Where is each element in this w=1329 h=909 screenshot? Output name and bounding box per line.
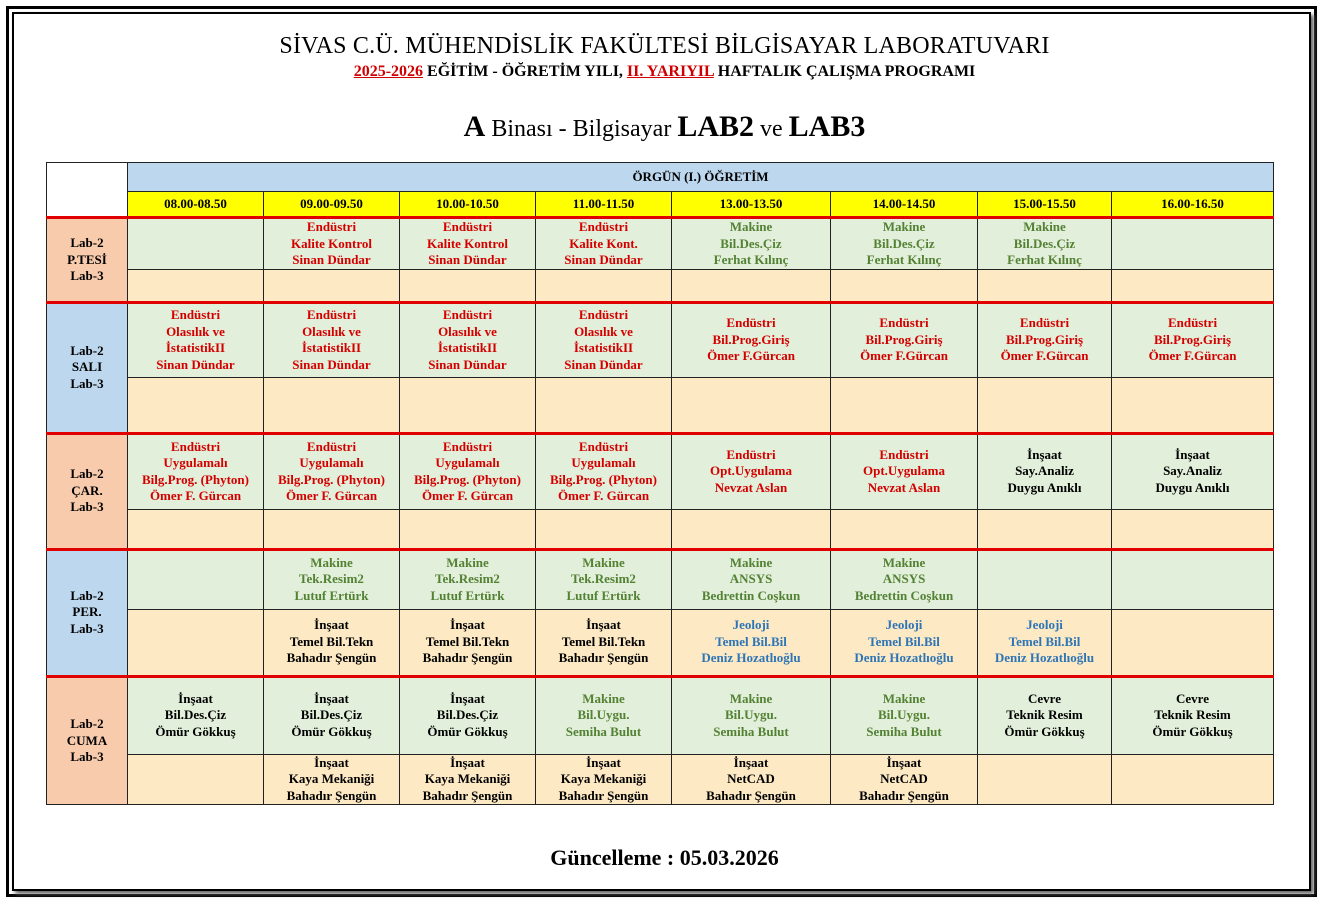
- course-line: Endüstri: [578, 307, 629, 322]
- lab-label: Lab-3: [70, 375, 104, 391]
- course-line: Sinan Dündar: [292, 252, 371, 267]
- term-suffix: HAFTALIK ÇALIŞMA PROGRAMI: [713, 63, 976, 80]
- course-line: Ömür Gökkuş: [427, 723, 508, 739]
- schedule-cell: [264, 269, 400, 302]
- course-line: Ömer F.Gürcan: [707, 348, 795, 364]
- course-line: Bahadır Şengün: [558, 787, 649, 803]
- schedule-cell: [978, 269, 1112, 302]
- schedule-cell: [831, 509, 978, 549]
- course-line: Uygulamalı: [163, 455, 228, 470]
- schedule-cell: [831, 302, 978, 377]
- building-mid: Binası - Bilgisayar: [485, 116, 678, 142]
- time-slot: 13.00-13.50: [672, 192, 831, 218]
- course-line: Semiha Bulut: [866, 723, 942, 739]
- update-date: Güncelleme : 05.03.2026: [550, 845, 779, 870]
- lab-label: Lab-3: [70, 499, 104, 515]
- schedule-cell: [128, 433, 264, 509]
- course-line: Endüstri: [306, 438, 357, 454]
- course-line: Tek.Resim2: [299, 571, 364, 587]
- schedule-cell: [978, 549, 1112, 609]
- schedule-cell: [672, 754, 831, 805]
- course-line: Bilg.Prog. (Phyton): [277, 471, 385, 487]
- course-line: Olasılık ve: [166, 323, 225, 339]
- course-line: Temel Bil.Tekn: [425, 633, 510, 649]
- schedule-cell: [536, 302, 672, 377]
- course-line: Endüstri: [726, 446, 776, 462]
- schedule-cell: [264, 302, 400, 377]
- schedule-cell: [400, 509, 536, 549]
- course-line: İnşaat: [314, 690, 349, 706]
- day-header: [47, 302, 128, 433]
- course-line: Ferhat Kılınç: [713, 252, 789, 267]
- schedule-cell: [672, 509, 831, 549]
- course-line: Makine: [310, 554, 353, 570]
- schedule-cell: [264, 377, 400, 433]
- schedule-cell: [128, 269, 264, 302]
- schedule-row: [47, 609, 1274, 676]
- lab-label: Lab-3: [70, 620, 104, 636]
- course-line: İnşaat: [586, 754, 621, 770]
- course-line: İnşaat: [886, 754, 922, 770]
- schedule-cell: [672, 433, 831, 509]
- course-line: Jeoloji: [1026, 617, 1063, 633]
- course-line: Tek.Resim2: [571, 571, 636, 587]
- term: II. YARIYIL: [626, 63, 714, 80]
- course-line: Bilg.Prog. (Phyton): [549, 471, 657, 487]
- course-line: Duygu Anıklı: [1155, 479, 1230, 495]
- course-line: Kaya Mekaniği: [288, 771, 375, 786]
- schedule-cell: [128, 302, 264, 377]
- day-header: [47, 676, 128, 805]
- schedule-row: [47, 676, 1274, 754]
- course-line: Makine: [729, 554, 773, 570]
- schedule-cell: [978, 609, 1112, 676]
- schedule-cell: [400, 377, 536, 433]
- course-line: Ömer F. Gürcan: [285, 488, 378, 503]
- lab-label: Lab-3: [70, 749, 104, 764]
- course-line: Say.Analiz: [1163, 463, 1222, 479]
- schedule-cell: [128, 549, 264, 609]
- schedule-cell: [978, 754, 1112, 805]
- schedule-cell: [400, 676, 536, 754]
- schedule-cell: [536, 218, 672, 270]
- course-line: Makine: [446, 554, 489, 570]
- day-name: PER.: [72, 604, 102, 620]
- schedule-cell: [1112, 218, 1274, 270]
- course-line: Temel Bil.Bil: [1008, 633, 1081, 649]
- course-line: İnşaat: [178, 690, 213, 706]
- schedule-cell: [128, 509, 264, 549]
- schedule-row: [47, 549, 1274, 609]
- corner-cell: [47, 163, 128, 218]
- course-line: Temel Bil.Bil: [715, 633, 787, 649]
- schedule-cell: [128, 377, 264, 433]
- schedule-cell: [264, 549, 400, 609]
- course-line: Ömür Gökkuş: [291, 723, 372, 739]
- course-line: Sinan Dündar: [156, 356, 235, 372]
- course-line: Bedrettin Coşkun: [854, 587, 954, 603]
- course-line: Cevre: [1028, 690, 1061, 706]
- schedule-cell: [672, 609, 831, 676]
- schedule-row: [47, 302, 1274, 377]
- course-line: Teknik Resim: [1154, 707, 1231, 723]
- lab-label: Lab-2: [70, 587, 104, 603]
- course-line: Kalite Kontrol: [290, 235, 372, 251]
- course-line: Makine: [882, 219, 926, 234]
- schedule-cell: [978, 509, 1112, 549]
- schedule-cell: [1112, 609, 1274, 676]
- course-line: Endüstri: [578, 438, 629, 454]
- course-line: Olasılık ve: [438, 323, 497, 339]
- schedule-cell: [831, 218, 978, 270]
- course-line: Temel Bil.Tekn: [561, 633, 646, 649]
- course-line: Ömer F.Gürcan: [860, 348, 948, 364]
- course-line: Olasılık ve: [574, 323, 633, 339]
- schedule-cell: [536, 377, 672, 433]
- course-line: İnşaat: [586, 617, 621, 633]
- course-line: İnşaat: [314, 754, 349, 770]
- course-line: Say.Analiz: [1015, 463, 1074, 479]
- course-line: Makine: [582, 690, 625, 706]
- day-header: [47, 433, 128, 549]
- course-line: ANSYS: [729, 571, 773, 587]
- course-line: Bil.Prog.Giriş: [1153, 331, 1232, 347]
- lab-label: Lab-2: [70, 716, 104, 731]
- course-line: Jeoloji: [885, 617, 923, 633]
- course-line: Endüstri: [170, 307, 221, 322]
- schedule-cell: [831, 433, 978, 509]
- course-line: Ömür Gökkuş: [1004, 723, 1085, 739]
- course-line: Endüstri: [442, 307, 493, 322]
- course-line: İnşaat: [450, 617, 485, 633]
- schedule-cell: [831, 377, 978, 433]
- course-line: İnşaat: [314, 617, 349, 633]
- schedule-cell: [400, 218, 536, 270]
- course-line: İstatistikII: [165, 340, 226, 355]
- day-name: CUMA: [66, 732, 108, 748]
- schedule-table: [46, 162, 1274, 805]
- schedule-cell: [536, 269, 672, 302]
- schedule-cell: [128, 609, 264, 676]
- course-line: Makine: [882, 554, 926, 570]
- time-slot: 11.00-11.50: [536, 192, 672, 218]
- day-name: P.TESİ: [67, 251, 107, 267]
- time-slot: 09.00-09.50: [264, 192, 400, 218]
- course-line: Deniz Hozatlıoğlu: [854, 650, 954, 666]
- course-line: Kalite Kont.: [569, 235, 638, 251]
- course-line: Semiha Bulut: [565, 723, 642, 739]
- course-line: Uygulamalı: [299, 455, 364, 470]
- course-line: Endüstri: [170, 438, 221, 454]
- time-slot: 10.00-10.50: [400, 192, 536, 218]
- course-line: Makine: [729, 690, 773, 706]
- course-line: Bil.Des.Çiz: [436, 707, 499, 723]
- course-line: Ferhat Kılınç: [866, 252, 942, 267]
- course-line: İstatistikII: [301, 340, 362, 355]
- schedule-cell: [672, 676, 831, 754]
- course-line: Ömer F. Gürcan: [149, 488, 242, 503]
- course-line: Ömer F.Gürcan: [1148, 348, 1237, 364]
- course-line: İnşaat: [733, 754, 769, 770]
- schedule-row: [47, 377, 1274, 433]
- lab-label: Lab-2: [70, 466, 104, 482]
- time-slot: 15.00-15.50: [978, 192, 1112, 218]
- course-line: Olasılık ve: [302, 323, 361, 339]
- course-line: Bil.Prog.Giriş: [1005, 331, 1084, 347]
- schedule-cell: [978, 218, 1112, 270]
- course-line: Bahadır Şengün: [422, 650, 513, 666]
- course-line: Makine: [882, 690, 926, 706]
- schedule-cell: [400, 433, 536, 509]
- schedule-cell: [1112, 549, 1274, 609]
- schedule-cell: [400, 549, 536, 609]
- schedule-cell: [831, 609, 978, 676]
- course-line: Bil.Des.Çiz: [164, 707, 227, 723]
- course-line: İnşaat: [450, 754, 485, 770]
- course-line: İstatistikII: [573, 340, 634, 355]
- course-line: Sinan Dündar: [564, 252, 643, 267]
- course-line: Bil.Des.Çiz: [873, 235, 935, 251]
- course-line: Bil.Des.Çiz: [1013, 235, 1076, 251]
- time-slot: 08.00-08.50: [128, 192, 264, 218]
- course-line: Endüstri: [306, 219, 357, 234]
- schedule-cell: [536, 676, 672, 754]
- course-line: Bil.Des.Çiz: [300, 707, 363, 723]
- schedule-cell: [400, 754, 536, 805]
- course-line: Bil.Des.Çiz: [720, 235, 782, 251]
- schedule-cell: [128, 676, 264, 754]
- course-line: Bahadır Şengün: [859, 787, 949, 803]
- course-line: Endüstri: [1167, 315, 1218, 331]
- course-line: Sinan Dündar: [564, 356, 643, 372]
- course-line: Opt.Uygulama: [863, 463, 945, 479]
- lab-a: LAB2: [677, 110, 754, 143]
- building-letter: A: [463, 110, 486, 143]
- course-line: İnşaat: [1175, 446, 1210, 462]
- course-line: Ömür Gökkuş: [1152, 723, 1233, 739]
- schedule-row: [47, 218, 1274, 270]
- course-line: NetCAD: [880, 771, 928, 786]
- schedule-cell: [264, 509, 400, 549]
- course-line: Nevzat Aslan: [867, 479, 941, 495]
- time-row: [47, 192, 1274, 218]
- schedule-cell: [536, 549, 672, 609]
- course-line: Lutuf Ertürk: [566, 587, 641, 603]
- schedule-cell: [264, 754, 400, 805]
- course-line: Uygulamalı: [571, 455, 636, 470]
- day-header: [47, 549, 128, 676]
- schedule-cell: [672, 269, 831, 302]
- course-line: Makine: [582, 554, 625, 570]
- schedule-cell: [672, 218, 831, 270]
- course-line: Jeoloji: [732, 617, 770, 633]
- schedule-cell: [264, 609, 400, 676]
- schedule-cell: [536, 509, 672, 549]
- time-slot: 14.00-14.50: [831, 192, 978, 218]
- course-line: Bil.Prog.Giriş: [712, 331, 790, 347]
- schedule-cell: [1112, 377, 1274, 433]
- schedule-cell: [831, 754, 978, 805]
- course-line: Bahadır Şengün: [706, 787, 796, 803]
- course-line: Bahadır Şengün: [558, 650, 649, 666]
- schedule-cell: [536, 754, 672, 805]
- course-line: Uygulamalı: [435, 455, 500, 470]
- course-line: Temel Bil.Bil: [868, 633, 940, 649]
- course-line: Duygu Anıklı: [1007, 479, 1082, 495]
- course-line: Lutuf Ertürk: [294, 587, 369, 603]
- course-line: Temel Bil.Tekn: [289, 633, 374, 649]
- schedule-cell: [264, 676, 400, 754]
- schedule-cell: [1112, 433, 1274, 509]
- schedule-cell: [831, 549, 978, 609]
- course-line: Kalite Kontrol: [426, 235, 508, 251]
- schedule-cell: [1112, 676, 1274, 754]
- lab-join: ve: [754, 116, 789, 142]
- course-line: Bahadır Şengün: [422, 787, 513, 803]
- schedule-cell: [128, 754, 264, 805]
- schedule-cell: [978, 302, 1112, 377]
- day-header: [47, 218, 128, 303]
- schedule-cell: [1112, 269, 1274, 302]
- lab-b: LAB3: [788, 110, 866, 143]
- schedule-cell: [536, 433, 672, 509]
- schedule-cell: [264, 218, 400, 270]
- academic-year: 2025-2026: [353, 63, 424, 80]
- schedule-body: [47, 163, 1274, 805]
- schedule-cell: [831, 269, 978, 302]
- course-line: Teknik Resim: [1006, 707, 1083, 723]
- course-line: Bil.Uygu.: [577, 707, 630, 723]
- lab-label: Lab-3: [70, 268, 104, 283]
- course-line: Endüstri: [442, 219, 493, 234]
- course-line: Bilg.Prog. (Phyton): [413, 471, 521, 487]
- schedule-cell: [128, 218, 264, 270]
- course-line: Ömür Gökkuş: [155, 723, 236, 739]
- schedule-row: [47, 433, 1274, 509]
- course-line: Endüstri: [879, 315, 929, 331]
- course-line: Nevzat Aslan: [714, 479, 788, 495]
- course-line: Bahadır Şengün: [286, 650, 377, 666]
- schedule-row: [47, 509, 1274, 549]
- building-title: [0, 110, 1329, 144]
- day-name: ÇAR.: [71, 482, 103, 498]
- course-line: Makine: [729, 219, 773, 234]
- course-line: NetCAD: [727, 771, 775, 786]
- schedule-cell: [400, 609, 536, 676]
- course-line: Sinan Dündar: [428, 252, 507, 267]
- schedule-cell: [264, 433, 400, 509]
- course-line: Endüstri: [1019, 315, 1070, 331]
- course-line: Ömer F. Gürcan: [421, 488, 514, 503]
- course-line: İstatistikII: [437, 340, 498, 355]
- course-line: Endüstri: [726, 315, 776, 331]
- course-line: Ferhat Kılınç: [1007, 252, 1082, 267]
- course-line: Bahadır Şengün: [286, 787, 377, 803]
- schedule-cell: [536, 609, 672, 676]
- academic-year-suffix: EĞİTİM - ÖĞRETİM YILI,: [423, 63, 627, 80]
- time-slot: 16.00-16.50: [1112, 192, 1274, 218]
- course-line: Makine: [1023, 219, 1066, 234]
- schedule-cell: [831, 676, 978, 754]
- schedule-row: [47, 754, 1274, 805]
- course-line: Cevre: [1176, 690, 1209, 706]
- schedule-cell: [672, 549, 831, 609]
- section-header: ÖRGÜN (I.) ÖĞRETİM: [128, 163, 1274, 192]
- course-line: Deniz Hozatlıoğlu: [701, 650, 801, 666]
- schedule-cell: [1112, 302, 1274, 377]
- course-line: Endüstri: [879, 446, 929, 462]
- course-line: Tek.Resim2: [435, 571, 500, 587]
- course-line: Endüstri: [442, 438, 493, 454]
- schedule-cell: [400, 302, 536, 377]
- course-line: ANSYS: [882, 571, 926, 587]
- schedule-cell: [1112, 509, 1274, 549]
- schedule-cell: [978, 433, 1112, 509]
- course-line: Kaya Mekaniği: [424, 771, 511, 786]
- course-line: Semiha Bulut: [713, 723, 789, 739]
- course-line: Deniz Hozatlıoğlu: [994, 650, 1095, 666]
- course-line: Sinan Dündar: [292, 356, 371, 372]
- course-line: İnşaat: [450, 690, 485, 706]
- schedule-cell: [400, 269, 536, 302]
- page-subtitle: [0, 63, 1329, 81]
- lab-label: Lab-2: [70, 342, 104, 358]
- schedule-cell: [672, 302, 831, 377]
- schedule-cell: [978, 377, 1112, 433]
- course-line: Kaya Mekaniği: [560, 771, 647, 786]
- lab-label: Lab-2: [70, 235, 104, 250]
- course-line: Endüstri: [306, 307, 357, 322]
- course-line: Ömer F. Gürcan: [557, 488, 650, 503]
- course-line: Bil.Uygu.: [724, 707, 777, 723]
- day-name: SALI: [71, 359, 103, 375]
- course-line: Opt.Uygulama: [710, 463, 792, 479]
- course-line: Bil.Uygu.: [877, 707, 930, 723]
- course-line: Lutuf Ertürk: [430, 587, 505, 603]
- schedule-row: [47, 269, 1274, 302]
- page-title: SİVAS C.Ü. MÜHENDİSLİK FAKÜLTESİ BİLGİSAYAR LABORATUVARI: [279, 33, 1050, 59]
- schedule-cell: [1112, 754, 1274, 805]
- course-line: Ömer F.Gürcan: [1000, 348, 1089, 364]
- schedule-cell: [978, 676, 1112, 754]
- course-line: Sinan Dündar: [428, 356, 507, 372]
- schedule-cell: [672, 377, 831, 433]
- course-line: Endüstri: [578, 219, 629, 234]
- course-line: Bedrettin Coşkun: [701, 587, 801, 603]
- course-line: Bilg.Prog. (Phyton): [141, 471, 249, 487]
- course-line: İnşaat: [1027, 446, 1062, 462]
- course-line: Bil.Prog.Giriş: [865, 331, 943, 347]
